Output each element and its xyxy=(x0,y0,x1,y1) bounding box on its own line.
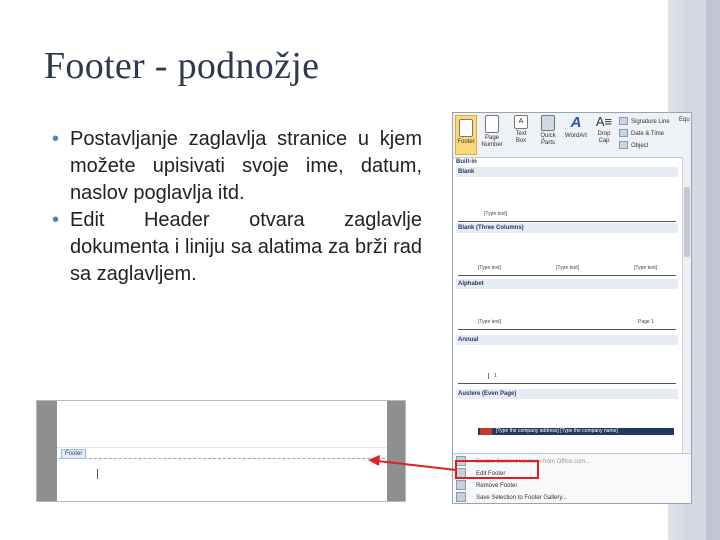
menu-item-save-selection[interactable] xyxy=(456,492,686,504)
gallery-item-caption: Alphabet xyxy=(456,279,678,289)
placeholder-text: [Type text] xyxy=(556,265,580,271)
gallery-item-alphabet[interactable] xyxy=(456,279,678,330)
bullet-item xyxy=(52,126,422,207)
drop-cap-label: Drop Cap xyxy=(597,131,611,144)
document-gutter-right xyxy=(387,401,405,501)
bullet-text: Postavljanje zaglavlja stranice u kjem možete upisivati svoje ime, datum, naslov poglavlja itd. xyxy=(70,128,422,204)
page-number-button[interactable] xyxy=(481,115,503,149)
gallery-item-preview xyxy=(458,177,676,222)
gallery-item-annual[interactable] xyxy=(456,335,678,384)
menu-item-label: Enable Content Updates from Office.com... xyxy=(476,459,591,465)
footer-strip xyxy=(478,428,674,435)
placeholder-text: [Type text] xyxy=(478,319,502,325)
text-box-button[interactable] xyxy=(511,115,531,145)
divider-mark xyxy=(488,373,489,379)
calendar-icon xyxy=(619,129,628,137)
signature-icon xyxy=(619,117,628,125)
placeholder-text: [Type text] xyxy=(478,265,502,271)
equation-button[interactable]: Equ xyxy=(679,117,690,123)
drop-cap-button[interactable] xyxy=(593,115,615,145)
signature-line-button[interactable] xyxy=(619,116,670,128)
date-time-button[interactable] xyxy=(619,128,670,140)
page-number-text: 1 xyxy=(494,373,497,379)
footer-ribbon-label: Footer xyxy=(457,139,475,145)
footer-ribbon-button[interactable] xyxy=(455,115,477,155)
footer-tab-label[interactable]: Footer xyxy=(61,449,86,459)
decorative-band-edge xyxy=(706,0,720,540)
signature-line-label: Signature Line xyxy=(631,119,670,125)
text-cursor xyxy=(97,469,98,479)
gallery-item-preview xyxy=(458,345,676,384)
gallery-item-caption: Annual xyxy=(456,335,678,345)
gallery-section-heading: Built-in xyxy=(456,159,477,165)
quick-parts-icon xyxy=(541,115,555,131)
gallery-item-caption: Blank xyxy=(456,167,678,177)
wordart-label: WordArt xyxy=(565,133,587,139)
menu-item-label: Remove Footer xyxy=(476,483,518,489)
document-gutter-left xyxy=(37,401,57,501)
remove-footer-icon xyxy=(456,480,466,490)
object-label: Object xyxy=(631,143,649,149)
gallery-item-preview xyxy=(458,233,676,276)
save-selection-icon xyxy=(456,492,466,502)
object-button[interactable] xyxy=(619,140,670,152)
quick-parts-label: Quick Parts xyxy=(540,133,556,146)
footer-gallery-screenshot xyxy=(452,112,692,504)
wordart-button[interactable] xyxy=(563,115,589,140)
text-box-icon: A xyxy=(514,115,528,129)
ribbon-small-commands xyxy=(619,116,670,152)
gallery-item-caption: Austere (Even Page) xyxy=(456,389,678,399)
menu-item-label: Save Selection to Footer Gallery... xyxy=(476,495,567,501)
wordart-icon: A xyxy=(570,114,582,131)
page-number-text: Page 1 xyxy=(638,319,654,325)
page-number-badge xyxy=(480,428,492,435)
placeholder-text: [Type the company address] [Type the company name] xyxy=(496,428,618,434)
ribbon-insert-group xyxy=(453,113,691,158)
footer-page-icon xyxy=(459,119,473,137)
object-icon xyxy=(619,141,628,149)
gallery-item-blank[interactable] xyxy=(456,167,678,222)
bullet-text: Edit Header otvara zaglavlje dokumenta i liniju sa alatima za brži rad sa zaglavljem. xyxy=(70,209,422,285)
quick-parts-button[interactable] xyxy=(537,115,559,147)
text-box-label: Text Box xyxy=(515,131,527,144)
gallery-item-preview xyxy=(458,399,676,443)
page-number-icon xyxy=(485,115,499,133)
menu-item-label: Edit Footer xyxy=(476,471,506,477)
edit-footer-highlight-box xyxy=(455,460,539,479)
date-time-label: Date & Time xyxy=(631,131,665,137)
bullet-dot-icon: • xyxy=(52,209,60,231)
bullet-item xyxy=(52,207,422,288)
document-footer-screenshot xyxy=(36,400,406,502)
gallery-item-blank-three-columns[interactable] xyxy=(456,223,678,276)
drop-cap-icon: A≡ xyxy=(595,114,613,129)
gallery-item-preview xyxy=(458,289,676,330)
document-page-body xyxy=(57,401,387,448)
placeholder-text: [Type text] xyxy=(634,265,658,271)
menu-item-remove-footer[interactable] xyxy=(456,480,686,492)
placeholder-text: [Type text] xyxy=(484,211,508,217)
bullet-dot-icon: • xyxy=(52,128,60,150)
gallery-item-caption: Blank (Three Columns) xyxy=(456,223,678,233)
gallery-item-austere-even-page[interactable] xyxy=(456,389,678,443)
page-number-label: Page Number xyxy=(481,135,503,148)
gallery-scrollbar[interactable] xyxy=(682,157,691,455)
footer-boundary-line xyxy=(59,458,385,459)
slide-title: Footer - podnožje xyxy=(44,45,320,87)
bullet-list xyxy=(52,126,422,288)
scrollbar-thumb[interactable] xyxy=(684,187,690,257)
